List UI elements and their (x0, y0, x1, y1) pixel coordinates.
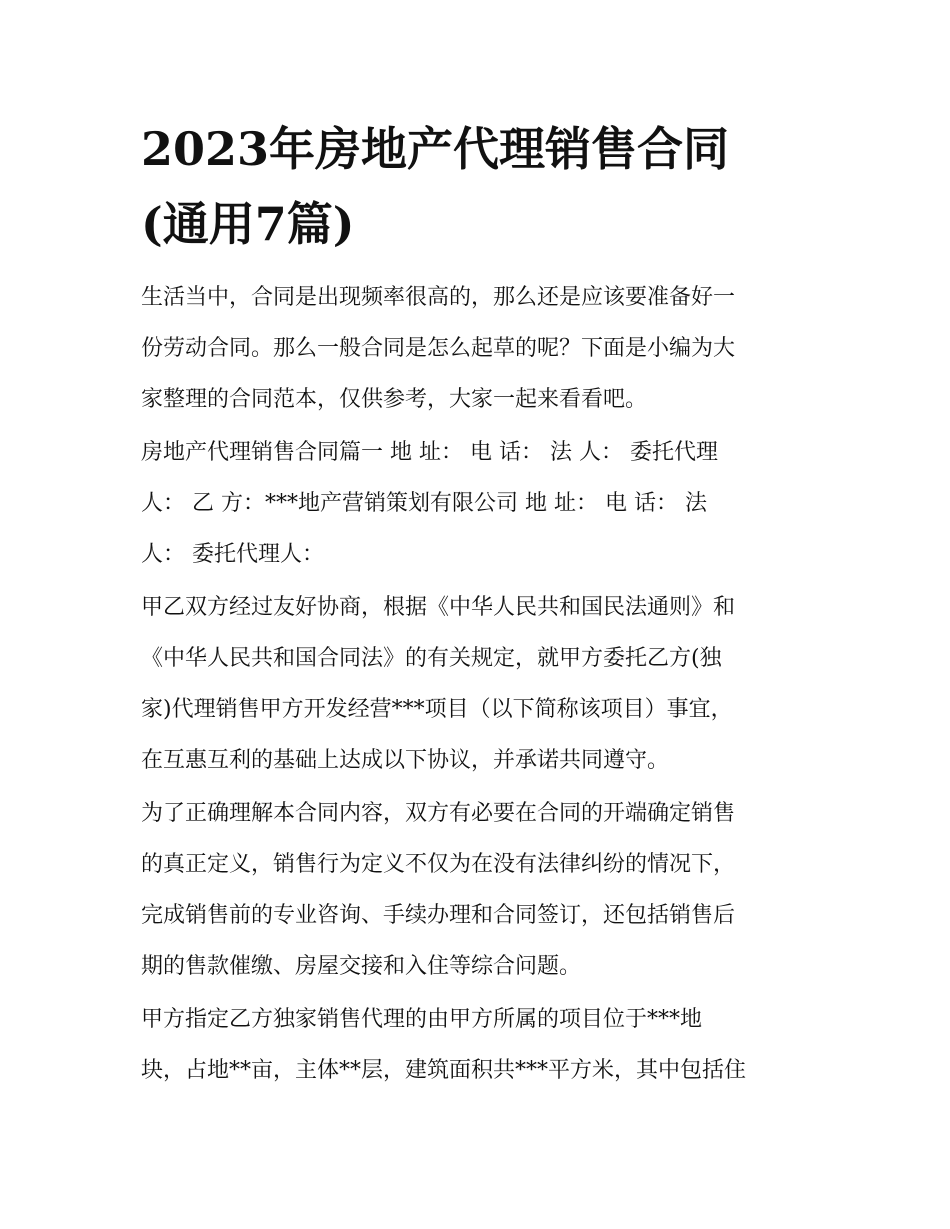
document-content (141, 112, 816, 1098)
document-title (141, 112, 816, 262)
text-line: 人： 乙 方：***地产营销策划有限公司 地 址： 电 话： 法 (141, 491, 707, 516)
paragraph-definition (141, 788, 816, 992)
text-line: 甲方指定乙方独家销售代理的由甲方所属的项目位于***地 (141, 1007, 703, 1032)
text-line: 《中华人民共和国合同法》的有关规定，就甲方委托乙方(独 (141, 646, 722, 671)
text-line: 房地产代理销售合同篇一 地 址： 电 话： 法 人： 委托代理 (141, 440, 718, 465)
text-line: 在互惠互利的基础上达成以下协议，并承诺共同遵守。 (141, 748, 670, 773)
text-line: 人： 委托代理人： (141, 542, 324, 567)
paragraph-intro (141, 272, 816, 425)
text-line: 为了正确理解本合同内容，双方有必要在合同的开端确定销售 (141, 801, 736, 826)
paragraph-agreement (141, 582, 816, 786)
text-line: 家)代理销售甲方开发经营***项目（以下简称该项目）事宜， (141, 697, 733, 722)
text-line: 的真正定义，销售行为定义不仅为在没有法律纠纷的情况下， (141, 852, 736, 877)
title-line: (通用7篇) (141, 197, 355, 251)
paragraph-project (141, 994, 816, 1096)
text-line: 块，占地**亩，主体**层，建筑面积共***平方米，其中包括住 (141, 1058, 747, 1083)
paragraph-parties (141, 427, 816, 580)
text-line: 甲乙双方经过友好协商，根据《中华人民共和国民法通则》和 (141, 595, 736, 620)
text-line: 期的售款催缴、房屋交接和入住等综合问题。 (141, 954, 582, 979)
text-line: 家整理的合同范本，仅供参考，大家一起来看看吧。 (141, 387, 648, 412)
text-line: 份劳动合同。那么一般合同是怎么起草的呢？下面是小编为大 (141, 336, 736, 361)
text-line: 生活当中，合同是出现频率很高的，那么还是应该要准备好一 (141, 285, 736, 310)
text-line: 完成销售前的专业咨询、手续办理和合同签订，还包括销售后 (141, 903, 736, 928)
title-line: 2023年房地产代理销售合同 (141, 122, 730, 176)
